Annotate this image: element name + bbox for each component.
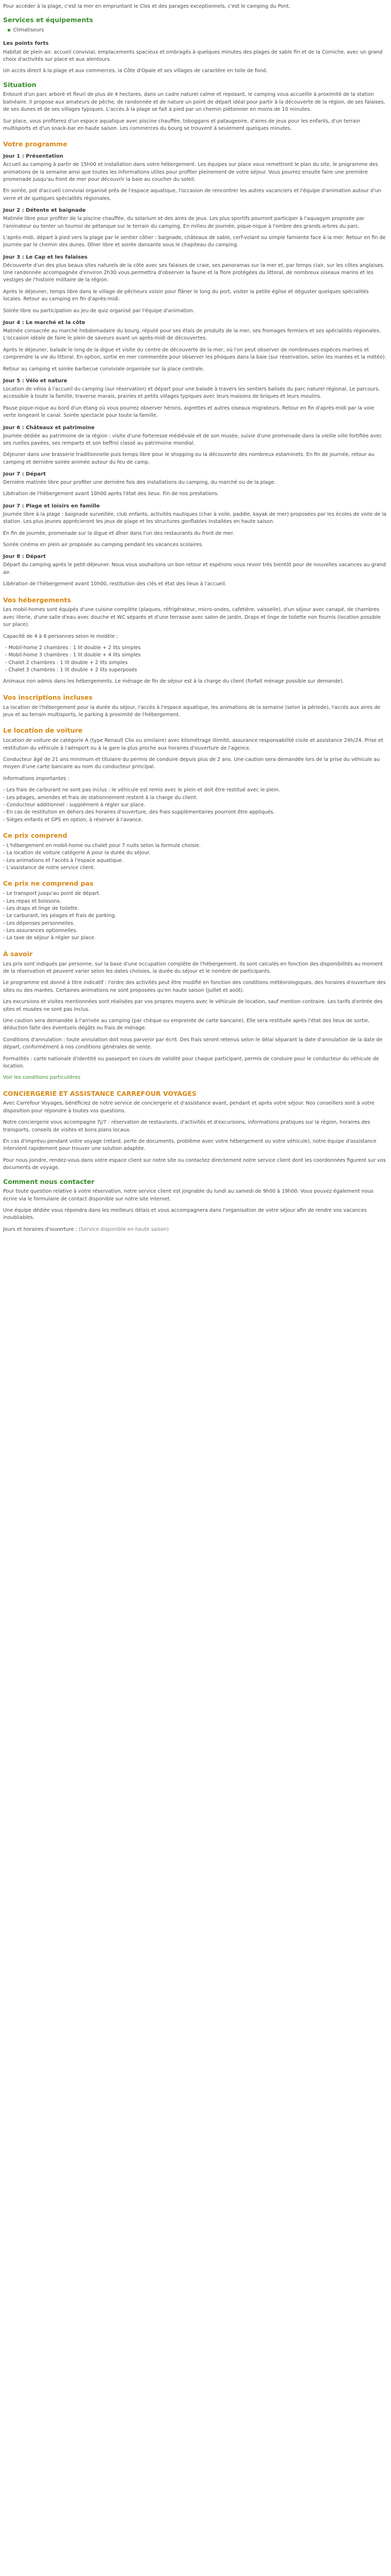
page: [0, 0, 391, 1243]
day-title: Jour 5 : Vélo et nature: [3, 378, 68, 384]
paragraph: Retour au camping et soirée barbecue conviviale organisée sur la place centrale.: [3, 366, 204, 372]
day-3: [3, 253, 388, 315]
day-title: Jour 6 : Châteaux et patrimoine: [3, 425, 95, 431]
opening-hours: [3, 1226, 388, 1233]
day-2: [3, 207, 388, 249]
paragraph: La location de l'hébergement pour la durée du séjour, l'accès à l'espace aquatique, les animations de la semaine (selon la période), l'accès aux aires de jeux et au terrain multisports, le parking à proximité de l'hébergement.: [3, 704, 381, 718]
location-note: - Sièges enfants et GPS en option, à réserver à l'avance.: [3, 817, 143, 823]
paragraph: Déjeuner dans une brasserie traditionnelle puis temps libre pour le shopping ou la découverte des nombreux estaminets. En fin de journée, retour au camping et dernière soirée animée autour du feu de camp.: [3, 452, 374, 465]
list-item: - La location de voiture catégorie A pour la durée du séjour.: [3, 850, 151, 856]
paragraph: Location de vélos à l'accueil du camping (sur réservation) et départ pour une balade à travers les sentiers balisés du parc naturel régional. Le parcours, accessible à toute la famille, traverse marais, prairies et petits villages typiques avec leurs maisons de briques et leurs moulins.: [3, 386, 380, 400]
paragraph: Animaux non admis dans les hébergements. Le ménage de fin de séjour est à la charge du client (forfait ménage possible sur demande).: [3, 679, 344, 685]
hebergements-list: [3, 645, 388, 674]
section-location: [3, 726, 388, 824]
paragraph: Les prix sont indiqués par personne, sur la base d'une occupation complète de l'hébergement. Ils sont calculés en fonction des disponibilités au moment de la réservation et peuvent varier selon les dates choisies, la durée du séjour et le nombre de participants.: [3, 961, 383, 974]
section-a-savoir: [3, 950, 388, 1082]
hebergements-title: Vos hébergements: [3, 596, 71, 604]
paragraph: En soirée, pot d'accueil convivial organisé près de l'espace aquatique, l'occasion de rencontrer les autres vacanciers et l'équipe d'animation autour d'un verre et de quelques spécialités régionales.: [3, 188, 381, 201]
paragraph: Conditions d'annulation : toute annulation doit nous parvenir par écrit. Des frais seront retenus selon le délai séparant la date d'annulation de la date de départ, conformément à nos conditions générales de vente.: [3, 1037, 383, 1050]
day-6: [3, 424, 388, 467]
list-item: - L'hébergement en mobil-home ou chalet pour 7 nuits selon la formule choisie.: [3, 842, 201, 849]
section-conciergerie: [3, 1089, 388, 1172]
day-title: Jour 2 : Détente et baignade: [3, 208, 86, 214]
a-savoir-title: À savoir: [3, 950, 33, 958]
day-4: [3, 319, 388, 373]
list-item: - Les assurances optionnelles.: [3, 928, 78, 934]
paragraph: Avec Carrefour Voyages, bénéficiez de notre service de conciergerie et d'assistance avant, pendant et après votre séjour. Nos conseillers sont à votre disposition pour répondre à toutes vos questions.: [3, 1100, 374, 1114]
paragraph: Capacité de 4 à 6 personnes selon le modèle :: [3, 633, 118, 639]
list-item: ▪ Climatiseurs: [7, 27, 388, 34]
list-item: - Les animations et l'accès à l'espace aquatique.: [3, 857, 124, 863]
paragraph: Matinée consacrée au marché hebdomadaire du bourg, réputé pour ses étals de produits de la mer, ses fromages fermiers et ses spécialités régionales. L'occasion idéale de faire le plein de saveurs avant un après-midi de découvertes.: [3, 328, 381, 342]
day-title: Jour 4 : Le marché et la côte: [3, 320, 86, 326]
paragraph: Une caution sera demandée à l'arrivée au camping (par chèque ou empreinte de carte bancaire). Elle sera restituée après l'état des lieux de sortie, déduction faite des éventuels dégâts ou frais de ménage.: [3, 1018, 370, 1031]
section-title-situation: Situation: [3, 80, 37, 89]
paragraph: Libération de l'hébergement avant 10h00, restitution des clés et état des lieux à l'accueil.: [3, 581, 226, 587]
day-8: [3, 553, 388, 588]
list-item: - Les dépenses personnelles.: [3, 920, 75, 926]
services-list: [3, 27, 388, 34]
list-item: - Les draps et linge de toilette.: [3, 905, 79, 911]
paragraph: Soirée libre ou participation au jeu de quiz organisé par l'équipe d'animation.: [3, 308, 195, 314]
opening-label: Jours et horaires d'ouverture :: [3, 1226, 77, 1232]
section-services: [3, 15, 388, 34]
paragraph: Informations importantes :: [3, 775, 70, 782]
day-title: Jour 7 : Plage et loisirs en famille: [3, 503, 100, 509]
section-comprend-pas: [3, 879, 388, 942]
paragraph: Journée libre à la plage : baignade surveillée, club enfants, activités nautiques (char à voile, paddle, kayak de mer) proposées par les écoles de voile de la station. Les plus jeunes apprécieront les jeux de plage et les structures gonflables installées en haute saison.: [3, 511, 387, 525]
paragraph: Journée dédiée au patrimoine de la région : visite d'une forteresse médiévale et de son musée, suivie d'une promenade dans la vieille ville fortifiée avec ses ruelles pavées, ses remparts et son beffroi classé au patrimoine mondial.: [3, 433, 382, 446]
paragraph: Après le déjeuner, balade le long de la digue et visite du centre de découverte de la mer, où l'on peut observer de nombreuses espèces marines et comprendre la vie du littoral. En option, sortie en mer commentée pour observer les phoques dans la baie (sur réservation, selon les marées et la météo).: [3, 347, 386, 361]
paragraph: Formalités : carte nationale d'identité ou passeport en cours de validité pour chaque participant, permis de conduire pour le conducteur du véhicule de location.: [3, 1056, 379, 1069]
paragraph: Dernière matinée libre pour profiter une dernière fois des installations du camping, du marché ou de la plage.: [3, 480, 276, 486]
paragraph: En cas d'imprévu pendant votre voyage (retard, perte de documents, problème avec votre hébergement ou votre véhicule), notre équipe d'assistance intervient rapidement pour trouver une solution adaptée.: [3, 1139, 377, 1152]
day-7b: [3, 502, 388, 549]
list-item: - Mobil-home 2 chambres : 1 lit double + 2 lits simples: [5, 645, 388, 652]
paragraph: Notre conciergerie vous accompagne 7j/7 : réservation de restaurants, d'activités et d'excursions, informations pratiques sur la région, horaires des transports, conseils de visites et bons plans locaux.: [3, 1120, 370, 1133]
paragraph: Habitat de plein air, accueil convivial, emplacements spacieux et ombragés à quelques minutes des plages de sable fin et de la Corniche, avec un grand choix d'activités sur place et aux alentours.: [3, 49, 383, 62]
paragraph: Un accès direct à la plage et aux commerces, la Côte d'Opale et ses villages de caractère en toile de fond.: [3, 68, 268, 74]
paragraph: Conducteur âgé de 21 ans minimum et titulaire du permis de conduire depuis plus de 2 ans. Une caution sera demandée lors de la prise du véhicule au moyen d'une carte bancaire au nom du conducteur principal.: [3, 756, 380, 770]
location-note: - Les frais de carburant ne sont pas inclus : le véhicule est remis avec le plein et doit être restitué avec le plein.: [3, 787, 280, 793]
day-7: [3, 470, 388, 498]
section-title-services: Services et équipements: [3, 16, 93, 24]
paragraph: Location de voiture de catégorie A (type Renault Clio ou similaire) avec kilométrage illimité, assurance responsabilité civile et assistance 24h/24. Prise et restitution du véhicule à l'aéroport ou à la gare la plus proche aux horaires d'ouverture de l'agence.: [3, 738, 383, 751]
comprend-pas-title: Ce prix ne comprend pas: [3, 879, 94, 888]
paragraph: Pour nous joindre, rendez-vous dans votre espace client sur notre site ou contactez directement notre service client dont les coordonnées figurent sur vos documents de voyage.: [3, 1157, 386, 1171]
location-note: - Conducteur additionnel : supplément à régler sur place.: [3, 802, 145, 808]
list-item: - L'assistance de notre service client.: [3, 865, 95, 871]
day-1: [3, 152, 388, 202]
day-title: Jour 7 : Départ: [3, 471, 46, 478]
location-note: - Les péages, amendes et frais de stationnement restent à la charge du client.: [3, 794, 198, 801]
program-title: Votre programme: [3, 140, 68, 148]
location-note: - En cas de restitution en dehors des horaires d'ouverture, des frais supplémentaires pourront être appliqués.: [3, 809, 275, 816]
paragraph: Libération de l'hébergement avant 10h00 après l'état des lieux. Fin de nos prestations.: [3, 491, 219, 497]
paragraph: Pour toute question relative à votre réservation, notre service client est joignable du lundi au samedi de 9h00 à 19h00. Vous pouvez également nous écrire via le formulaire de contact disponible sur notre site internet.: [3, 1189, 373, 1202]
paragraph: Les excursions et visites mentionnées sont réalisées par vos propres moyens avec le véhicule de location, sauf mention contraire. Les tarifs d'entrée des sites et musées ne sont pas inclus.: [3, 999, 383, 1012]
day-title: Jour 8 : Départ: [3, 554, 46, 560]
paragraph: Découverte d'un des plus beaux sites naturels de la côte avec ses falaises de craie, ses panoramas sur la mer et, par temps clair, sur les côtes anglaises. Une randonnée accompagnée d'environ 2h30 vous permettra d'observer la faune et la flore protégées du littoral, de nombreux oiseaux marins et les vestiges de l'histoire militaire de la région.: [3, 262, 385, 283]
paragraph: En fin de journée, promenade sur la digue et dîner dans l'un des restaurants du front de mer.: [3, 530, 234, 536]
day-title: Jour 1 : Présentation: [3, 154, 63, 160]
list-item: - La taxe de séjour à régler sur place.: [3, 935, 96, 941]
list-item: - Le transport jusqu'au point de départ.: [3, 891, 101, 897]
conditions-link[interactable]: Voir les conditions particulières: [3, 1075, 80, 1081]
paragraph: Sur place, vous profiterez d'un espace aquatique avec piscine chauffée, toboggans et pataugeoire, d'aires de jeux pour les enfants, d'un terrain multisports et d'un snack-bar en haute saison. Les commerces du bourg se trouvent à seulement quelques minutes.: [3, 118, 361, 132]
contact-title: Comment nous contacter: [3, 1177, 95, 1185]
concierge-title: CONCIERGERIE ET ASSISTANCE CARREFOUR VOYAGES: [3, 1089, 197, 1097]
section-contact: [3, 1177, 388, 1234]
inscription-title: Vos inscriptions incluses: [3, 693, 93, 701]
paragraph: Entouré d'un parc arboré et fleuri de plus de 4 hectares, dans un cadre naturel calme et reposant, le camping vous accueille à proximité de la station balnéaire. Il propose aux amateurs de pêche, de randonnée et de nature un point de départ idéal pour partir à la découverte de la région, de ses falaises, de ses dunes et de ses villages typiques. L'accès à la plage se fait à pied par un chemin piétonnier en moins de 10 minutes.: [3, 92, 385, 113]
section-points-forts: [3, 40, 388, 75]
list-item: - Le carburant, les péages et frais de parking.: [3, 913, 117, 919]
location-title: Le location de voiture: [3, 726, 83, 735]
intro-text: Pour accéder à la plage, c'est la mer en empruntant le Clos et des parages exceptionnels, c'est le camping du Pont.: [3, 4, 290, 9]
paragraph: Matinée libre pour profiter de la piscine chauffée, du solarium et des aires de jeux. Les plus sportifs pourront participer à l'aquagym proposée par l'animateur ou tenter un tournoi de pétanque sur le terrain du camping. En milieu de journée, pique-nique à l'ombre des grands arbres du parc.: [3, 216, 365, 229]
list-item: - Mobil-home 3 chambres : 1 lit double + 4 lits simples: [5, 652, 388, 659]
comprend-title: Ce prix comprend: [3, 832, 68, 840]
paragraph: Une équipe dédiée vous répondra dans les meilleurs délais et vous accompagnera dans l'organisation de votre séjour afin de rendre vos vacances inoubliables.: [3, 1208, 367, 1221]
section-situation: [3, 80, 388, 133]
section-hebergements: [3, 596, 388, 686]
paragraph: Pause pique-nique au bord d'un étang où vous pourrez observer hérons, aigrettes et autres oiseaux migrateurs. Retour en fin d'après-midi par la voie verte longeant le canal. Soirée spectacle pour toute la famille.: [3, 405, 374, 419]
section-title-points-forts: Les points forts: [3, 40, 49, 46]
day-5: [3, 377, 388, 420]
paragraph: Les mobil-homes sont équipés d'une cuisine complète (plaques, réfrigérateur, micro-ondes, cafetière, vaisselle), d'un séjour avec canapé, de chambres avec literie, d'une salle d'eau avec douche et WC séparés et d'une terrasse avec salon de jardin. Draps et linge de toilette non fournis (location possible sur place).: [3, 607, 381, 628]
list-item: - Chalet 3 chambres : 1 lit double + 2 lits superposés: [5, 667, 388, 674]
paragraph: Départ du camping après le petit-déjeuner. Nous vous souhaitons un bon retour et espérons vous revoir très bientôt pour de nouvelles vacances au grand air.: [3, 562, 386, 575]
day-title: Jour 3 : Le Cap et les falaises: [3, 254, 88, 260]
paragraph: Soirée cinéma en plein air proposée au camping pendant les vacances scolaires.: [3, 542, 204, 548]
paragraph: Le programme est donné à titre indicatif : l'ordre des activités peut être modifié en fonction des conditions météorologiques, des horaires d'ouverture des sites ou des marées. Certaines animations ne sont proposées qu'en haute saison (juillet et août).: [3, 980, 386, 993]
list-item: - Chalet 2 chambres : 1 lit double + 2 lits simples: [5, 659, 388, 667]
section-comprend: [3, 831, 388, 872]
paragraph: Accueil au camping à partir de 15h00 et installation dans votre hébergement. Les équipes sur place vous remettront le plan du site, le programme des animations de la semaine ainsi que toutes les informations utiles pour profiter pleinement de votre séjour. Vous pourrez ensuite faire une première promenade jusqu'au front de mer pour découvrir la baie au coucher du soleil.: [3, 162, 378, 182]
section-inscriptions: [3, 693, 388, 719]
opening-hint: (Service disponible en haute saison): [78, 1226, 169, 1232]
paragraph: L'après-midi, départ à pied vers la plage par le sentier côtier : baignade, châteaux de sable, cerf-volant ou simple farniente face à la mer. Retour en fin de journée par le chemin des dunes. Dîner libre et soirée dansante sous le chapiteau du camping.: [3, 234, 386, 248]
paragraph: Après le déjeuner, temps libre dans le village de pêcheurs voisin pour flâner le long du port, visiter la petite église et déguster quelques spécialités locales. Retour au camping en fin d'après-midi.: [3, 289, 369, 302]
list-item: - Les repas et boissons.: [3, 898, 61, 904]
